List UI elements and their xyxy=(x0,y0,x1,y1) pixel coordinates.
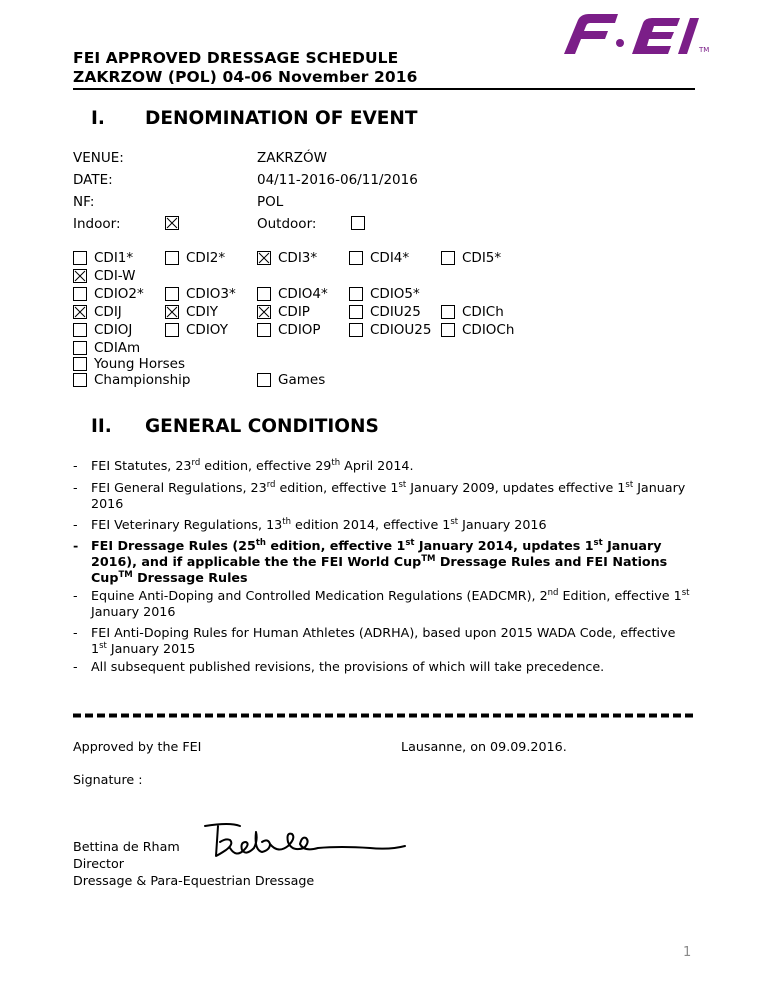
category-checkbox[interactable] xyxy=(257,373,271,387)
category-label: CDI-W xyxy=(94,268,136,284)
category-label: CDIOU25 xyxy=(370,322,432,338)
section-1-title: DENOMINATION OF EVENT xyxy=(145,108,418,129)
category-checkbox[interactable] xyxy=(349,305,363,319)
category-checkbox[interactable] xyxy=(73,305,87,319)
date-label: DATE: xyxy=(73,172,113,188)
signature-label: Signature : xyxy=(73,772,143,787)
outdoor-label: Outdoor: xyxy=(257,216,317,232)
category-checkbox[interactable] xyxy=(257,287,271,301)
indoor-checkbox[interactable] xyxy=(165,216,179,230)
dashed-separator xyxy=(73,703,695,708)
category-checkbox[interactable] xyxy=(441,251,455,265)
category-label: CDIO4* xyxy=(278,286,328,302)
category-checkbox[interactable] xyxy=(441,323,455,337)
handwritten-signature xyxy=(200,820,410,865)
category-label: CDIOY xyxy=(186,322,228,338)
section-1-numeral: I. xyxy=(91,108,105,129)
check-cross-icon xyxy=(74,270,86,282)
trademark-mark: TM xyxy=(699,46,710,54)
section-2-numeral: II. xyxy=(91,416,112,437)
category-label: CDIU25 xyxy=(370,304,421,320)
signatory-name: Bettina de Rham xyxy=(73,839,180,854)
category-label: Young Horses xyxy=(94,356,186,372)
category-checkbox[interactable] xyxy=(73,341,87,355)
approved-by-text: Approved by the FEI xyxy=(73,739,202,754)
category-checkbox[interactable] xyxy=(73,323,87,337)
venue-value: ZAKRZÓW xyxy=(257,150,327,166)
nf-label: NF: xyxy=(73,194,95,210)
header-divider xyxy=(73,88,695,90)
category-checkbox[interactable] xyxy=(165,287,179,301)
category-checkbox[interactable] xyxy=(441,305,455,319)
category-label: CDIO3* xyxy=(186,286,236,302)
outdoor-checkbox[interactable] xyxy=(351,216,365,230)
category-checkbox[interactable] xyxy=(73,357,87,371)
category-checkbox[interactable] xyxy=(349,323,363,337)
category-label: CDIAm xyxy=(94,340,141,356)
check-cross-icon xyxy=(258,252,270,264)
section-2-title: GENERAL CONDITIONS xyxy=(145,416,379,437)
category-checkbox[interactable] xyxy=(165,251,179,265)
category-label: CDI3* xyxy=(278,250,318,266)
category-label: Games xyxy=(278,372,326,388)
date-value: 04/11-2016-06/11/2016 xyxy=(257,172,418,188)
category-label: CDIO5* xyxy=(370,286,420,302)
category-checkbox[interactable] xyxy=(257,323,271,337)
category-label: CDI1* xyxy=(94,250,134,266)
nf-value: POL xyxy=(257,194,284,210)
category-checkbox[interactable] xyxy=(73,287,87,301)
category-label: CDI2* xyxy=(186,250,226,266)
category-checkbox[interactable] xyxy=(257,305,271,319)
category-label: CDI5* xyxy=(462,250,502,266)
event-subtitle: ZAKRZOW (POL) 04-06 November 2016 xyxy=(73,68,418,86)
check-cross-icon xyxy=(258,306,270,318)
category-label: CDIJ xyxy=(94,304,122,320)
category-checkbox[interactable] xyxy=(73,373,87,387)
category-checkbox[interactable] xyxy=(165,305,179,319)
indoor-label: Indoor: xyxy=(73,216,121,232)
check-cross-icon xyxy=(74,306,86,318)
category-checkbox[interactable] xyxy=(73,269,87,283)
category-label: CDIOP xyxy=(278,322,321,338)
category-checkbox[interactable] xyxy=(257,251,271,265)
category-label: CDI4* xyxy=(370,250,410,266)
schedule-title: FEI APPROVED DRESSAGE SCHEDULE xyxy=(73,49,399,67)
signatory-department: Dressage & Para-Equestrian Dressage xyxy=(73,873,315,888)
check-cross-icon xyxy=(166,217,178,229)
signatory-role: Director xyxy=(73,856,124,871)
page-number: 1 xyxy=(683,945,692,960)
fei-logo xyxy=(550,10,710,64)
category-label: Championship xyxy=(94,372,191,388)
category-label: CDIY xyxy=(186,304,219,320)
category-label: CDIOJ xyxy=(94,322,133,338)
category-checkbox[interactable] xyxy=(73,251,87,265)
place-date-text: Lausanne, on 09.09.2016. xyxy=(401,739,567,754)
category-checkbox[interactable] xyxy=(349,251,363,265)
category-checkbox[interactable] xyxy=(349,287,363,301)
venue-label: VENUE: xyxy=(73,150,124,166)
category-label: CDIP xyxy=(278,304,310,320)
category-checkbox[interactable] xyxy=(165,323,179,337)
category-label: CDIO2* xyxy=(94,286,144,302)
category-label: CDIOCh xyxy=(462,322,515,338)
check-cross-icon xyxy=(166,306,178,318)
category-label: CDICh xyxy=(462,304,504,320)
